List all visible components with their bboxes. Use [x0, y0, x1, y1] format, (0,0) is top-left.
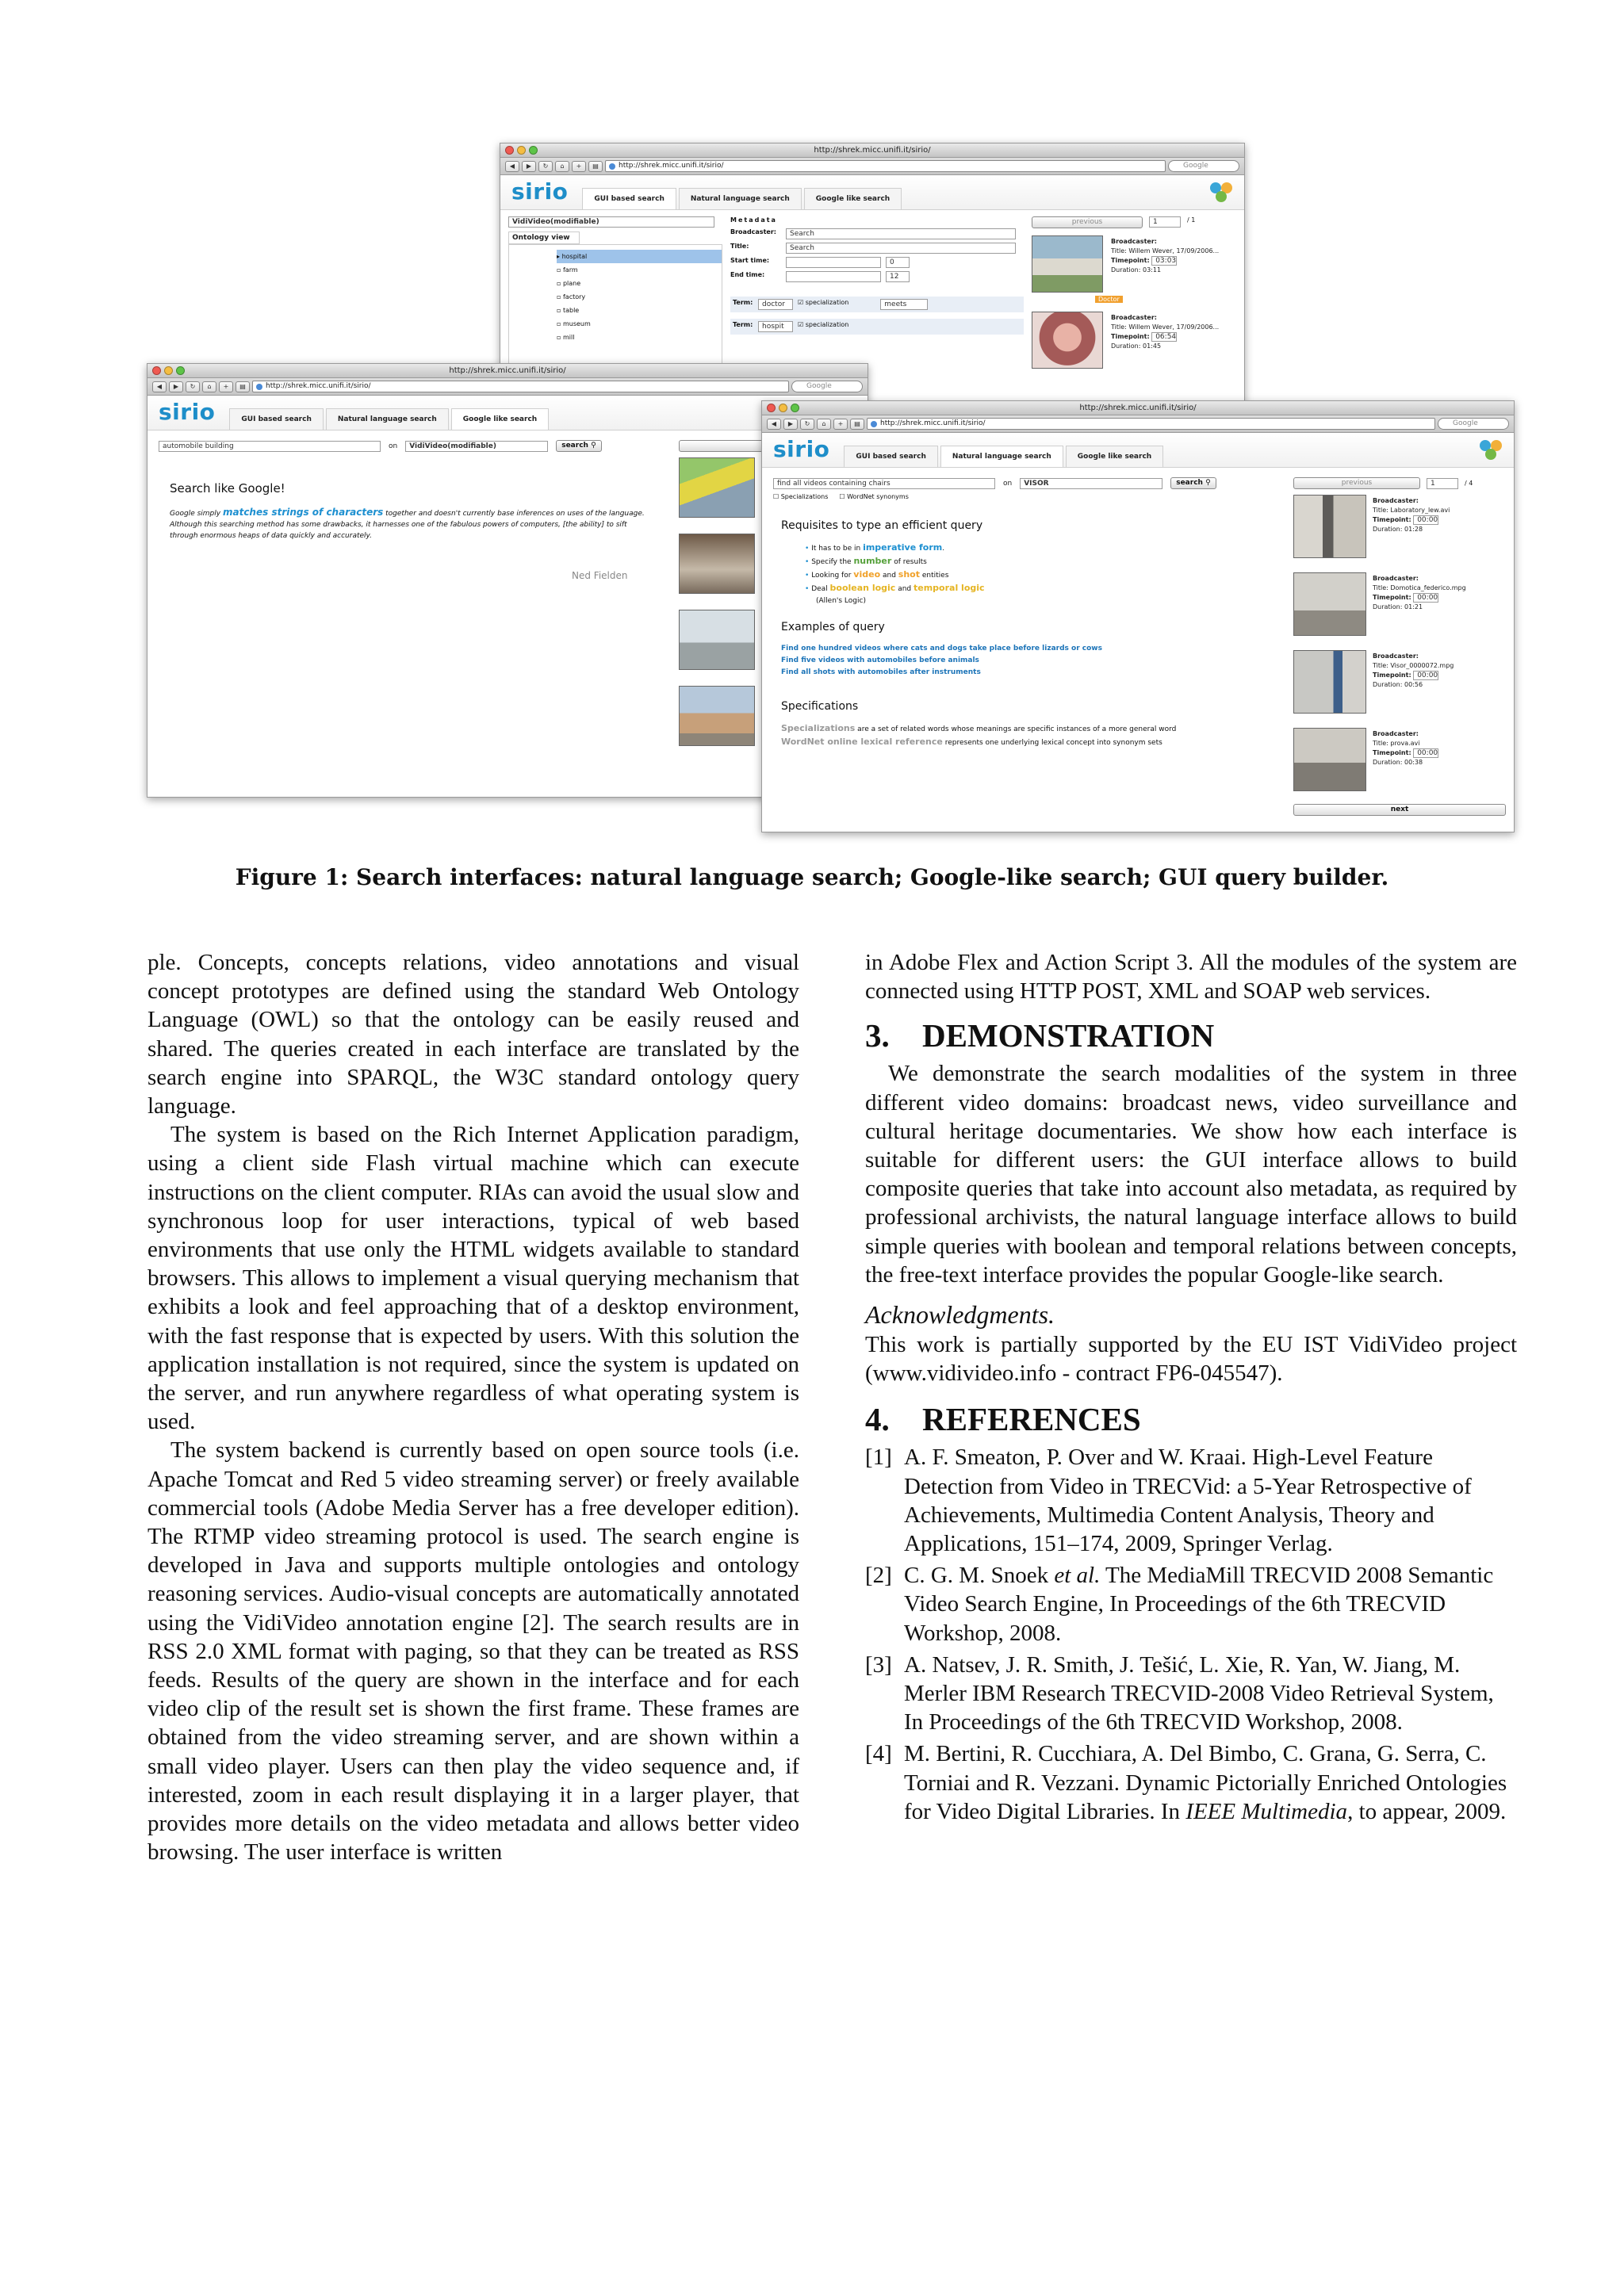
- tree-item[interactable]: ▫ museum: [557, 320, 591, 327]
- reference-item: [3] A. Natsev, J. R. Smith, J. Tešić, L. Xie, R. Yan, W. Jiang, M. Merler IBM Research TRECVID-2008 Video Retrieval System, In Proceedings of the 6th TRECVID Workshop, 2008.: [865, 1651, 1494, 1735]
- back-icon[interactable]: ◀: [767, 419, 781, 430]
- paragraph: The system backend is currently based on open source tools (i.e. Apache Tomcat and Red 5 video streaming server) or freely available commercial tools (Adobe Media Server has a free developer edition). The RTMP video streaming protocol is used. The search engine is developed in Java and supports multiple ontologies and ontology reasoning services. Audio-visual concepts are automatically annotated using the VidiVideo annotation engine [2]. The search results are in RSS 2.0 XML format with paging, so that they can be treated as RSS feeds. Results of the query are shown in the interface and for each video clip of the result set is shown the first frame. These frames are obtained from the video streaming server, and are shown within a small video player. Users can then play the video sequence and, if interested, zoom in each result displaying it in a larger player, that provides more details on the video metadata and allows better video browsing. The user interface is written: [147, 1437, 799, 1866]
- tree-item[interactable]: ▫ farm: [557, 266, 578, 274]
- field-label: Broadcaster:: [730, 228, 776, 235]
- reference-list: [865, 1443, 1517, 1826]
- next-button[interactable]: next: [1293, 804, 1506, 816]
- timepoint-field[interactable]: 03:03: [1151, 256, 1177, 266]
- spec-item: WordNet online lexical reference represents one underlying lexical concept into synonym sets: [781, 737, 1162, 747]
- requisite-note: (Allen's Logic): [816, 597, 866, 605]
- zoom-window-icon[interactable]: [529, 146, 538, 155]
- reference-item: [4] M. Bertini, R. Cucchiara, A. Del Bimbo, C. Grana, G. Serra, C. Torniai and R. Vezzani. Dynamic Pictorially Enriched Ontologies for Video Digital Libraries. In IEEE Multimedia, to appear, 2009.: [865, 1741, 1507, 1824]
- google-query-input[interactable]: automobile building: [159, 441, 381, 452]
- term-label: Term:: [733, 299, 753, 306]
- specifications-heading: Specifications: [781, 700, 859, 713]
- tab-google-like[interactable]: Google like search: [451, 408, 549, 430]
- term-label: Term:: [733, 321, 753, 328]
- result-thumbnail[interactable]: [679, 686, 755, 746]
- sirio-logo: sirio: [511, 178, 569, 205]
- magnifier-icon: ⚲: [591, 442, 596, 450]
- zoom-window-icon[interactable]: [176, 366, 185, 375]
- term-input[interactable]: doctor: [758, 299, 793, 310]
- close-window-icon[interactable]: [767, 404, 776, 412]
- highlight-text: matches strings of characters: [222, 507, 384, 518]
- left-column: [147, 948, 799, 1867]
- ontology-view-tab[interactable]: Ontology view: [508, 232, 580, 244]
- result-thumbnail[interactable]: [679, 534, 755, 594]
- paragraph: This work is partially supported by the EU IST VidiVideo project (www.vidivideo.info - contract FP6-045547).: [865, 1332, 1517, 1387]
- minimize-window-icon[interactable]: [517, 146, 526, 155]
- term-input[interactable]: hospit: [758, 321, 793, 332]
- magnifier-icon: ⚲: [1205, 479, 1211, 487]
- result-meta: Broadcaster: Title: Willem Wever, 17/09/2006... Timepoint: 03:03 Duration: 03:11: [1111, 238, 1220, 274]
- reload-icon[interactable]: ↻: [800, 419, 814, 430]
- tab-google-like[interactable]: Google like search: [804, 188, 902, 209]
- url-input[interactable]: http://shrek.micc.unifi.it/sirio/: [867, 418, 1435, 430]
- tree-item[interactable]: ▸ hospital: [557, 250, 722, 263]
- forward-icon[interactable]: ▶: [169, 381, 183, 392]
- close-window-icon[interactable]: [505, 146, 514, 155]
- ontology-dropdown[interactable]: VidiVideo(modifiable): [508, 216, 714, 228]
- result-meta: Broadcaster: Title: Laboratory_lew.avi Timepoint: 00:00 Duration: 01:28: [1373, 497, 1450, 533]
- title-input[interactable]: Search: [786, 243, 1016, 254]
- previous-button[interactable]: previous: [1293, 477, 1420, 489]
- timepoint-field[interactable]: 00:00: [1413, 593, 1438, 603]
- result-thumbnail[interactable]: [1032, 235, 1103, 293]
- section-heading: 4. REFERENCES: [865, 1401, 1141, 1438]
- acknowledgments-heading: Acknowledgments.: [865, 1300, 1055, 1330]
- right-column: [865, 948, 1517, 1829]
- quote-author: Ned Fielden: [572, 570, 628, 581]
- browser-toolbar: [762, 415, 1514, 433]
- result-thumbnail[interactable]: [1293, 728, 1366, 791]
- print-icon[interactable]: ▤: [236, 381, 250, 392]
- minimize-window-icon[interactable]: [779, 404, 787, 412]
- page-total: / 1: [1187, 216, 1196, 224]
- print-icon[interactable]: ▤: [850, 419, 864, 430]
- relation-dropdown[interactable]: meets: [880, 299, 928, 310]
- paragraph: The system is based on the Rich Internet Application paradigm, using a client side Flash virtual machine which can execute instructions on the client computer. RIAs can avoid the usual slow and synchronous loop for user interactions, typical of web based environments that use only the HTML widgets available to standard browsers. This allows to implement a visual querying mechanism that exhibits a look and feel approaching that of a desktop environment, with the fast response that is expected by users. With this solution the application installation is not required, since the system is updated on the server, and run anywhere regardless of what operating system is used.: [147, 1122, 799, 1435]
- requisite-item: • It has to be in imperative form.: [805, 542, 945, 553]
- tree-item[interactable]: ▫ table: [557, 307, 580, 314]
- url-input[interactable]: http://shrek.micc.unifi.it/sirio/: [252, 381, 789, 392]
- browser-search-input[interactable]: Google: [1168, 160, 1239, 172]
- reference-item: [1] A. F. Smeaton, P. Over and W. Kraai. High-Level Feature Detection from Video in TRECVid: a 5-Year Retrospective of Achievements, Multimedia Content Analysis, Theory and Applications, 151–174, 2009, Springer Verlag.: [865, 1445, 1472, 1557]
- home-icon[interactable]: ⌂: [817, 419, 831, 430]
- google-quote: Google simply matches strings of characters together and doesn't currently base inferences on uses of the language. Although this searching method has some drawbacks, it harnesses one of the fabulous powers of computers, [the ability] to sift through enormous heaps of data quickly and accurately.: [170, 507, 645, 540]
- reference-item: [2] C. G. M. Snoek et al. The MediaMill TRECVID 2008 Semantic Video Search Engine, In Proceedings of the 6th TRECVID Workshop, 2008.: [865, 1563, 1494, 1646]
- specialization-checkbox[interactable]: ☑ specialization: [798, 299, 849, 306]
- previous-button[interactable]: previous: [1032, 216, 1143, 228]
- paragraph: We demonstrate the search modalities of the system in three different video domains: broadcast news, video surveillance and cultural heritage documentaries. We show how each interface is suitable for different users: the GUI interface allows to build composite queries that take into account also metadata, as required by professional archivists, the natural language interface allows to build simple queries with boolean and temporal relations between concepts, the free-text interface provides the popular Google-like search.: [865, 1061, 1517, 1288]
- spec-item: Specializations are a set of related words whose meanings are specific instances of a more general word: [781, 723, 1177, 733]
- result-meta: Broadcaster: Title: Domotica_federico.mpg Timepoint: 00:00 Duration: 01:21: [1373, 575, 1466, 610]
- ontology-dropdown[interactable]: VidiVideo(modifiable): [405, 441, 548, 452]
- window-titlebar: [500, 144, 1244, 158]
- add-icon[interactable]: +: [219, 381, 233, 392]
- field-label: Title:: [730, 243, 749, 250]
- examples-heading: Examples of query: [781, 621, 885, 633]
- metadata-label: Metadata: [730, 216, 777, 224]
- search-button[interactable]: search ⚲: [1170, 477, 1216, 489]
- google-heading: Search like Google!: [170, 481, 285, 496]
- requisite-item: • Looking for video and shot entities: [805, 569, 949, 580]
- window-title: http://shrek.micc.unifi.it/sirio/: [814, 146, 931, 155]
- window-title: http://shrek.micc.unifi.it/sirio/: [449, 366, 566, 375]
- paragraph: in Adobe Flex and Action Script 3. All the modules of the system are connected using HTTP POST, XML and SOAP web services.: [865, 950, 1517, 1004]
- google-search-window: [147, 363, 868, 798]
- paragraph: ple. Concepts, concepts relations, video annotations and visual concept prototypes are defined using the standard Web Ontology Language (OWL) so that the ontology can be easily reused and shared. The queries created in each interface are translated by the search engine into SPARQL, the W3C standard ontology query language.: [147, 950, 799, 1119]
- specializations-checkbox[interactable]: ☐ Specializations: [773, 493, 829, 500]
- end-time-input[interactable]: [786, 271, 881, 282]
- page-input[interactable]: 1: [1149, 216, 1181, 228]
- nl-search-window: [761, 400, 1515, 832]
- search-button[interactable]: search ⚲: [556, 440, 601, 452]
- back-icon[interactable]: ◀: [505, 161, 519, 172]
- browser-search-input[interactable]: Google: [1438, 418, 1509, 430]
- add-icon[interactable]: +: [833, 419, 848, 430]
- browser-toolbar: [147, 378, 868, 396]
- requisites-heading: Requisites to type an efficient query: [781, 519, 983, 532]
- page-total: / 4: [1465, 480, 1473, 487]
- timepoint-field[interactable]: 06:54: [1151, 332, 1177, 342]
- example-query: Find all shots with automobiles after instruments: [781, 668, 981, 676]
- result-thumbnail[interactable]: [1293, 650, 1366, 714]
- figure-caption: Figure 1: Search interfaces: natural language search; Google-like search; GUI query builder.: [235, 864, 1389, 890]
- window-titlebar: [762, 401, 1514, 415]
- wordnet-checkbox[interactable]: ☐ WordNet synonyms: [839, 493, 909, 500]
- example-query: Find five videos with automobiles before animals: [781, 656, 979, 664]
- vidivideo-logo-icon: [1208, 180, 1236, 205]
- result-meta: Broadcaster: Title: prova.avi Timepoint: 00:00 Duration: 00:38: [1373, 730, 1438, 766]
- app-header: [500, 175, 1244, 210]
- reload-icon[interactable]: ↻: [186, 381, 200, 392]
- result-thumbnail[interactable]: [1032, 312, 1103, 369]
- tab-natural-language[interactable]: Natural language search: [326, 408, 449, 430]
- example-query: Find one hundred videos where cats and dogs take place before lizards or cows: [781, 645, 1102, 652]
- tab-google-like[interactable]: Google like search: [1066, 446, 1163, 467]
- window-title: http://shrek.micc.unifi.it/sirio/: [1079, 404, 1197, 412]
- print-icon[interactable]: ▤: [588, 161, 603, 172]
- tree-item[interactable]: ▫ factory: [557, 293, 586, 300]
- close-window-icon[interactable]: [152, 366, 161, 375]
- timepoint-field[interactable]: 00:00: [1413, 671, 1438, 680]
- result-thumbnail[interactable]: [1293, 495, 1366, 558]
- sirio-logo: sirio: [773, 436, 830, 462]
- specialization-checkbox[interactable]: ☑ specialization: [798, 321, 849, 328]
- start-time-hour[interactable]: 0: [886, 257, 910, 268]
- home-icon[interactable]: ⌂: [555, 161, 569, 172]
- tab-gui-search[interactable]: GUI based search: [844, 446, 937, 467]
- start-time-input[interactable]: [786, 257, 881, 268]
- browser-search-input[interactable]: Google: [791, 381, 863, 392]
- forward-icon[interactable]: ▶: [522, 161, 536, 172]
- ontology-dropdown[interactable]: VISOR: [1020, 478, 1162, 489]
- result-thumbnail[interactable]: [679, 457, 755, 518]
- field-label: Start time:: [730, 257, 770, 264]
- tree-item[interactable]: ▫ plane: [557, 280, 581, 287]
- section-heading: 3. DEMONSTRATION: [865, 1017, 1215, 1054]
- ontology-tree: [508, 244, 722, 371]
- reload-icon[interactable]: ↻: [538, 161, 553, 172]
- requisite-item: • Specify the number of results: [805, 556, 927, 566]
- result-meta: Broadcaster: Title: Willem Wever, 17/09/2006... Timepoint: 06:54 Duration: 01:45: [1111, 314, 1220, 350]
- broadcaster-input[interactable]: Search: [786, 228, 1016, 239]
- tab-natural-language[interactable]: Natural language search: [679, 188, 802, 209]
- result-thumbnail[interactable]: [679, 610, 755, 670]
- url-input[interactable]: http://shrek.micc.unifi.it/sirio/: [605, 160, 1166, 172]
- tab-gui-search[interactable]: GUI based search: [229, 408, 323, 430]
- back-icon[interactable]: ◀: [152, 381, 167, 392]
- end-time-hour[interactable]: 12: [886, 271, 910, 282]
- on-label: on: [389, 442, 398, 450]
- tab-natural-language[interactable]: Natural language search: [940, 446, 1063, 467]
- timepoint-field[interactable]: 00:00: [1413, 748, 1438, 758]
- zoom-window-icon[interactable]: [791, 404, 799, 412]
- home-icon[interactable]: ⌂: [202, 381, 216, 392]
- app-header: [762, 433, 1514, 468]
- result-thumbnail[interactable]: [1293, 572, 1366, 636]
- tree-item[interactable]: ▫ mill: [557, 334, 575, 341]
- app-header: [147, 396, 868, 430]
- nl-query-input[interactable]: find all videos containing chairs: [773, 478, 995, 489]
- add-icon[interactable]: +: [572, 161, 586, 172]
- sirio-logo: sirio: [159, 399, 216, 425]
- minimize-window-icon[interactable]: [164, 366, 173, 375]
- result-meta: Broadcaster: Title: Visor_0000072.mpg Timepoint: 00:00 Duration: 00:56: [1373, 652, 1454, 688]
- field-label: End time:: [730, 271, 765, 278]
- figure-1: [147, 143, 1519, 840]
- requisite-item: • Deal boolean logic and temporal logic: [805, 583, 985, 593]
- forward-icon[interactable]: ▶: [783, 419, 798, 430]
- on-label: on: [1003, 479, 1013, 488]
- window-titlebar: [147, 364, 868, 378]
- browser-toolbar: [500, 158, 1244, 175]
- timepoint-field[interactable]: 00:00: [1413, 515, 1438, 525]
- doctor-badge: Doctor: [1095, 296, 1123, 303]
- vidivideo-logo-icon: [1477, 438, 1506, 463]
- page-input[interactable]: 1: [1427, 478, 1458, 489]
- tab-gui-search[interactable]: GUI based search: [582, 188, 676, 209]
